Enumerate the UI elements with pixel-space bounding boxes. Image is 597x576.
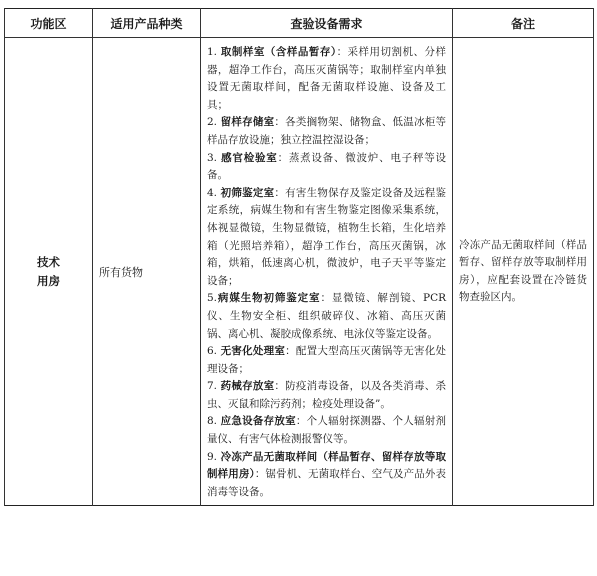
- equipment-requirements-table: [4, 8, 594, 506]
- function-area-line-1: 技术: [37, 254, 60, 269]
- function-area-line-2: 用房: [37, 273, 60, 288]
- item-title: 冷冻产品无菌取样间（样品暂存、留样存放等取制样用房）: [207, 450, 447, 481]
- item-title: 无害化处理室: [220, 345, 286, 358]
- item-title: 感官检验室: [221, 151, 278, 164]
- item-number: 1.: [207, 46, 218, 58]
- item-number: 8.: [207, 415, 218, 428]
- item-text: ：防疫消毒设备，以及各类消毒、杀虫、灭鼠和除污药剂；检疫处理设备”。: [207, 380, 447, 410]
- item-text: ：锯骨机、无菌取样台、空气及产品外表消毒等设备。: [207, 468, 446, 498]
- requirement-item-4: [207, 185, 446, 291]
- item-text: ：蒸煮设备、微波炉、电子秤等设备。: [207, 151, 446, 182]
- requirement-item-5: [207, 290, 446, 343]
- requirement-item-3: [207, 150, 446, 185]
- item-title: 病媒生物初筛鉴定室: [217, 292, 321, 305]
- item-title: 初筛鉴定室: [220, 186, 275, 199]
- function-area-cell: [5, 38, 93, 506]
- item-text: ：配置大型高压灭菌锅等无害化处理设备；: [207, 345, 447, 375]
- requirement-item-1: [207, 44, 446, 114]
- requirement-item-2: [207, 114, 446, 149]
- item-title: 应急设备存放室: [220, 415, 296, 428]
- item-number: 6.: [207, 345, 218, 358]
- equipment-requirements-cell: [201, 38, 453, 506]
- requirement-item-7: [207, 378, 446, 413]
- item-title: 药械存放室: [220, 380, 275, 393]
- item-number: 9.: [207, 450, 218, 463]
- item-title: 留样存储室: [220, 116, 275, 129]
- applicable-products-cell: 所有货物: [93, 38, 201, 506]
- requirement-item-6: [207, 343, 446, 378]
- requirement-item-9: [207, 449, 446, 502]
- requirement-item-8: [207, 413, 446, 448]
- item-number: 2.: [207, 116, 218, 129]
- header-function-area: 功能区: [5, 9, 93, 38]
- item-title: 取制样室（含样品暂存）: [220, 46, 337, 58]
- notes-cell: 冷冻产品无菌取样间（样品暂存、留样存放等取制样用房），应配套设置在冷链货物查验区内。: [453, 38, 594, 506]
- table-header-row: [5, 9, 594, 38]
- item-text: ：个人辐射探测器、个人辐射剂量仪、有害气体检测报警仪等。: [207, 415, 447, 446]
- item-number: 7.: [207, 380, 218, 393]
- item-number: 5.: [207, 292, 218, 305]
- header-equipment-requirements: 查验设备需求: [201, 9, 453, 38]
- header-notes: 备注: [453, 9, 594, 38]
- item-text: ：显微镜、解剖镜、PCR 仪、生物安全柜、组织破碎仪、冰箱、高压灭菌锅、离心机、凝胶成像系统、电泳仪等鉴定设备。: [207, 292, 447, 340]
- table-row: [5, 38, 594, 506]
- item-number: 3.: [207, 151, 218, 164]
- item-text: ：采样用切割机、分样器，超净工作台，高压灭菌锅等；取制样室内单独设置无菌取样间，配备无菌取样设施、设备及工具；: [207, 46, 447, 111]
- item-text: ：有害生物保存及鉴定设备及远程鉴定系统，病媒生物和有害生物鉴定图像采集系统，体视显微镜，生物显微镜，植物生长箱，生化培养箱（光照培养箱），超净工作台，高压灭菌锅，冰箱，烘箱，低速离心机，微波炉，电子天平等鉴定设备；: [207, 186, 447, 287]
- header-applicable-products: 适用产品种类: [93, 9, 201, 38]
- item-number: 4.: [207, 186, 218, 199]
- item-text: ：各类搁物架、储物盒、低温冰柜等样品存放设施；独立控温控湿设备；: [207, 116, 447, 146]
